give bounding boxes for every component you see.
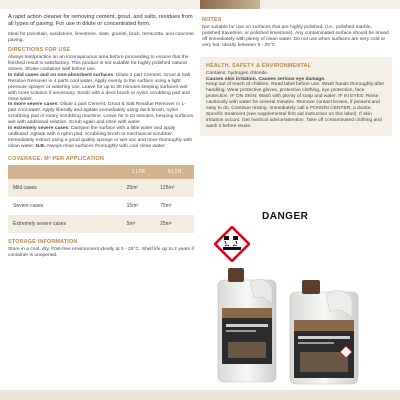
- health-warning: Causes skin irritation. Causes serious eye damage.: [206, 76, 326, 82]
- storage-heading: STORAGE INFORMATION: [8, 238, 78, 245]
- coverage-cell: 25m²: [122, 179, 155, 197]
- coverage-table: [8, 165, 194, 233]
- severe-text: : Dilute 1 part Cement, Grout & Salt Residue Remover in 1-part cool water. Apply liberally and agitate immediately using deck brush, nylon scrubbing pad or rotary scrubbing machine. Leave for 5-10 minutes, keeping surfaces wet with additional solution. Scrub again and rinse with water.: [8, 102, 194, 126]
- health-contains: Contains: hydrogen chloride.: [206, 70, 269, 76]
- header-photo: [200, 0, 260, 9]
- health-text: Keep out of reach of children. Read label before use. Wash hands thoroughly after handling. Wear protective gloves, protective clothing, eye protection, face protection. IF ON SKIN: Wash with plenty of soap and water. IF IN EYES: Rinse cautiously with water for several minutes. Remove contact lenses, if present and easy to do. Continue rinsing. Immediately call a POISON CENTER, a doctor. Specific treatment (see supplemental first aid instruction on this label). If skin irritation occurs: Get medical advice/attention. Take off contaminated clothing and wash it before reuse.: [206, 82, 385, 129]
- table-row: [8, 197, 194, 215]
- coverage-col-header: 5 LTR: [155, 165, 194, 179]
- coverage-cell: 25m²: [155, 215, 194, 233]
- coverage-col-header: [8, 165, 122, 179]
- coverage-cell: Mild cases: [8, 179, 122, 197]
- severe-label: In more severe cases: [8, 102, 58, 108]
- nb-label: N.B.: [35, 143, 46, 149]
- corrosion-pictogram-icon: [214, 226, 250, 262]
- nb-text: Always rinse surfaces thoroughly with cool clean water.: [45, 143, 166, 149]
- bottom-band: [0, 390, 400, 400]
- coverage-cell: 125m²: [155, 179, 194, 197]
- coverage-cell: Extremely severe cases: [8, 215, 122, 233]
- notes-section: [200, 17, 392, 49]
- notes-heading: NOTES: [202, 17, 222, 23]
- storage-text: Store in a cool, dry, frost-free environment ideally at 5 - 25°C. Shelf life up to 2 years if container is unopened.: [8, 246, 194, 258]
- table-row: [8, 215, 194, 233]
- directions-extreme: [8, 126, 194, 150]
- coverage-cell: 75m²: [155, 197, 194, 215]
- directions-mild: [8, 73, 194, 103]
- coverage-header-row: [8, 165, 194, 179]
- directions-heading: DIRECTIONS FOR USE: [8, 47, 71, 54]
- table-row: [8, 179, 194, 197]
- extreme-text: : Dampen the surface with a little water and apply undiluted. Agitate with a nylon pad, scrubbing brush or mechanical scrubber. Immediately extract using a good quality sponge or wet vac and rinse thoroughly with clean water.: [8, 126, 193, 149]
- coverage-cell: Severe cases: [8, 197, 122, 215]
- danger-label: DANGER: [262, 211, 309, 222]
- health-safety-panel: [200, 57, 392, 136]
- directions-general: Always test/practice on an inconspicuous area before proceeding to ensure that the finished result is satisfactory. This product is not suitable for highly polished natural stones. Shake container well before use.: [8, 55, 189, 73]
- mild-label: In mild cases and on non-absorbent surfaces: [8, 72, 114, 78]
- coverage-heading: COVERAGE: M² PER APPLICATION: [8, 155, 105, 162]
- ideal-for-text: Ideal for porcelain, sandstone, limestone, slate, granite, brick, terracotta, and concrete paving.: [8, 32, 194, 44]
- coverage-cell: 15m²: [122, 197, 155, 215]
- mild-text: : Dilute 1 part Cement, Grout & Salt Residue Remover in 4 parts cool water. Apply evenly to the surface using a light pressure sprayer or watering can. Leave for up to 30 minutes keeping surfaces wet with more solution if necessary. Scrub with a deck brush or nylon scrubbing pad and rinse water.: [8, 72, 191, 102]
- directions-severe: [8, 102, 194, 126]
- extreme-label: In extremely severe cases: [8, 126, 69, 132]
- left-column: [8, 14, 194, 259]
- intro-text: A rapid action cleaner for removing cement, grout, and salts, residues from all types of paving. For use in dilute or concentrated form.: [8, 14, 193, 28]
- right-column: [200, 14, 392, 136]
- product-bottles-image: [198, 262, 398, 387]
- coverage-col-header: 1 LTR: [122, 165, 155, 179]
- coverage-cell: 5m²: [122, 215, 155, 233]
- notes-text: Not suitable for use on surfaces that are highly polished, (i.e., polished marble, polished travertine, or polished limestone). Any contaminated surface should be rinsed off immediately with plenty of clean water. Do not use when surfaces are very cold or very hot. Ideally between 5 - 25°C.: [202, 25, 389, 48]
- health-heading: HEALTH, SAFETY & ENVIRONMENTAL: [206, 62, 312, 69]
